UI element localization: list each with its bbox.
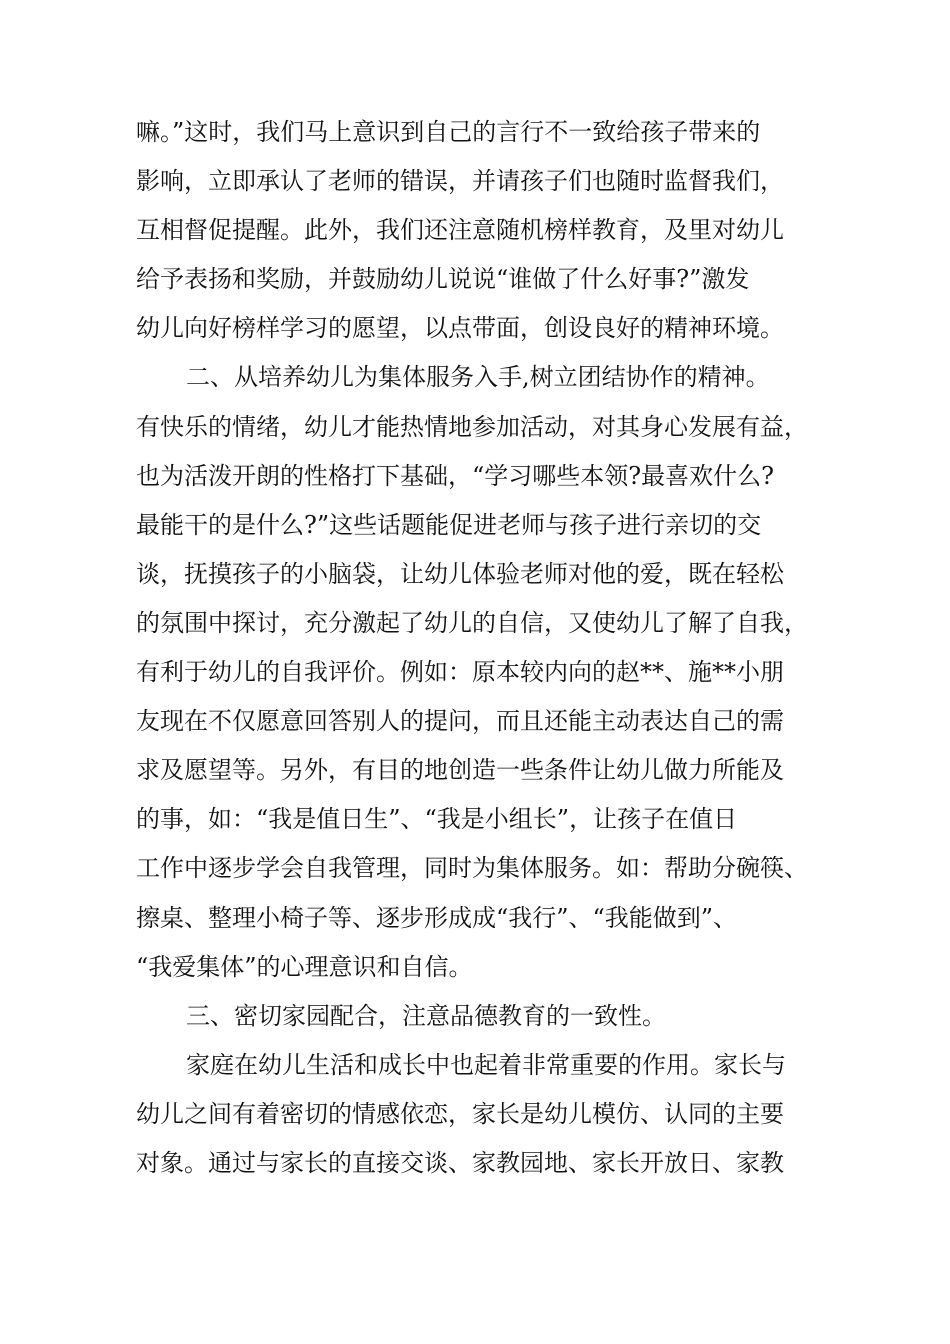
body-text xyxy=(136,108,836,1188)
text-line: 影响，立即承认了老师的错误，并请孩子们也随时监督我们， xyxy=(136,167,784,196)
text-line: 幼儿向好榜样学习的愿望，以点带面，创设良好的精神环境。 xyxy=(136,314,784,343)
text-line: 的氛围中探讨，充分激起了幼儿的自信，又使幼儿了解了自我， xyxy=(136,608,808,637)
text-line: 友现在不仅愿意回答别人的提问，而且还能主动表达自己的需 xyxy=(136,707,784,736)
text-line: 有快乐的情绪，幼儿才能热情地参加活动，对其身心发展有益， xyxy=(136,412,808,441)
text-line: 对象。通过与家长的直接交谈、家教园地、家长开放日、家教 xyxy=(136,1148,784,1177)
text-line: 最能干的是什么?”这些话题能促进老师与孩子进行亲切的交 xyxy=(136,510,762,539)
text-line: 也为活泼开朗的性格打下基础，“学习哪些本领?最喜欢什么? xyxy=(136,461,775,490)
text-line: 擦桌、整理小椅子等、逐步形成成“我行”、“我能做到”、 xyxy=(136,903,738,932)
text-line: 的事，如：“我是值日生”、“我是小组长”，让孩子在值日 xyxy=(136,805,738,834)
text-line: 互相督促提醒。此外，我们还注意随机榜样教育，及里对幼儿 xyxy=(136,216,784,245)
text-line: 幼儿之间有着密切的情感依恋，家长是幼儿模仿、认同的主要 xyxy=(136,1099,784,1128)
text-line: 给予表扬和奖励，并鼓励幼儿说说“谁做了什么好事?”激发 xyxy=(136,265,750,294)
section-heading-2: 二、从培养幼儿为集体服务入手,树立团结协作的精神。 xyxy=(186,363,770,392)
text-line: 工作中逐步学会自我管理，同时为集体服务。如：帮助分碗筷、 xyxy=(136,854,808,883)
text-line: 有利于幼儿的自我评价。例如：原本较内向的赵**、施**小朋 xyxy=(136,658,784,687)
text-line: “我爱集体”的心理意识和自信。 xyxy=(136,952,473,981)
section-heading-3: 三、密切家园配合，注意品德教育的一致性。 xyxy=(186,1001,666,1030)
paragraph-start: 家庭在幼儿生活和成长中也起着非常重要的作用。家长与 xyxy=(186,1050,786,1079)
text-line: 谈，抚摸孩子的小脑袋，让幼儿体验老师对他的爱，既在轻松 xyxy=(136,559,784,588)
text-line: 嘛。”这时，我们马上意识到自己的言行不一致给孩子带来的 xyxy=(136,118,761,146)
text-line: 求及愿望等。另外，有目的地创造一些条件让幼儿做力所能及 xyxy=(136,756,784,785)
